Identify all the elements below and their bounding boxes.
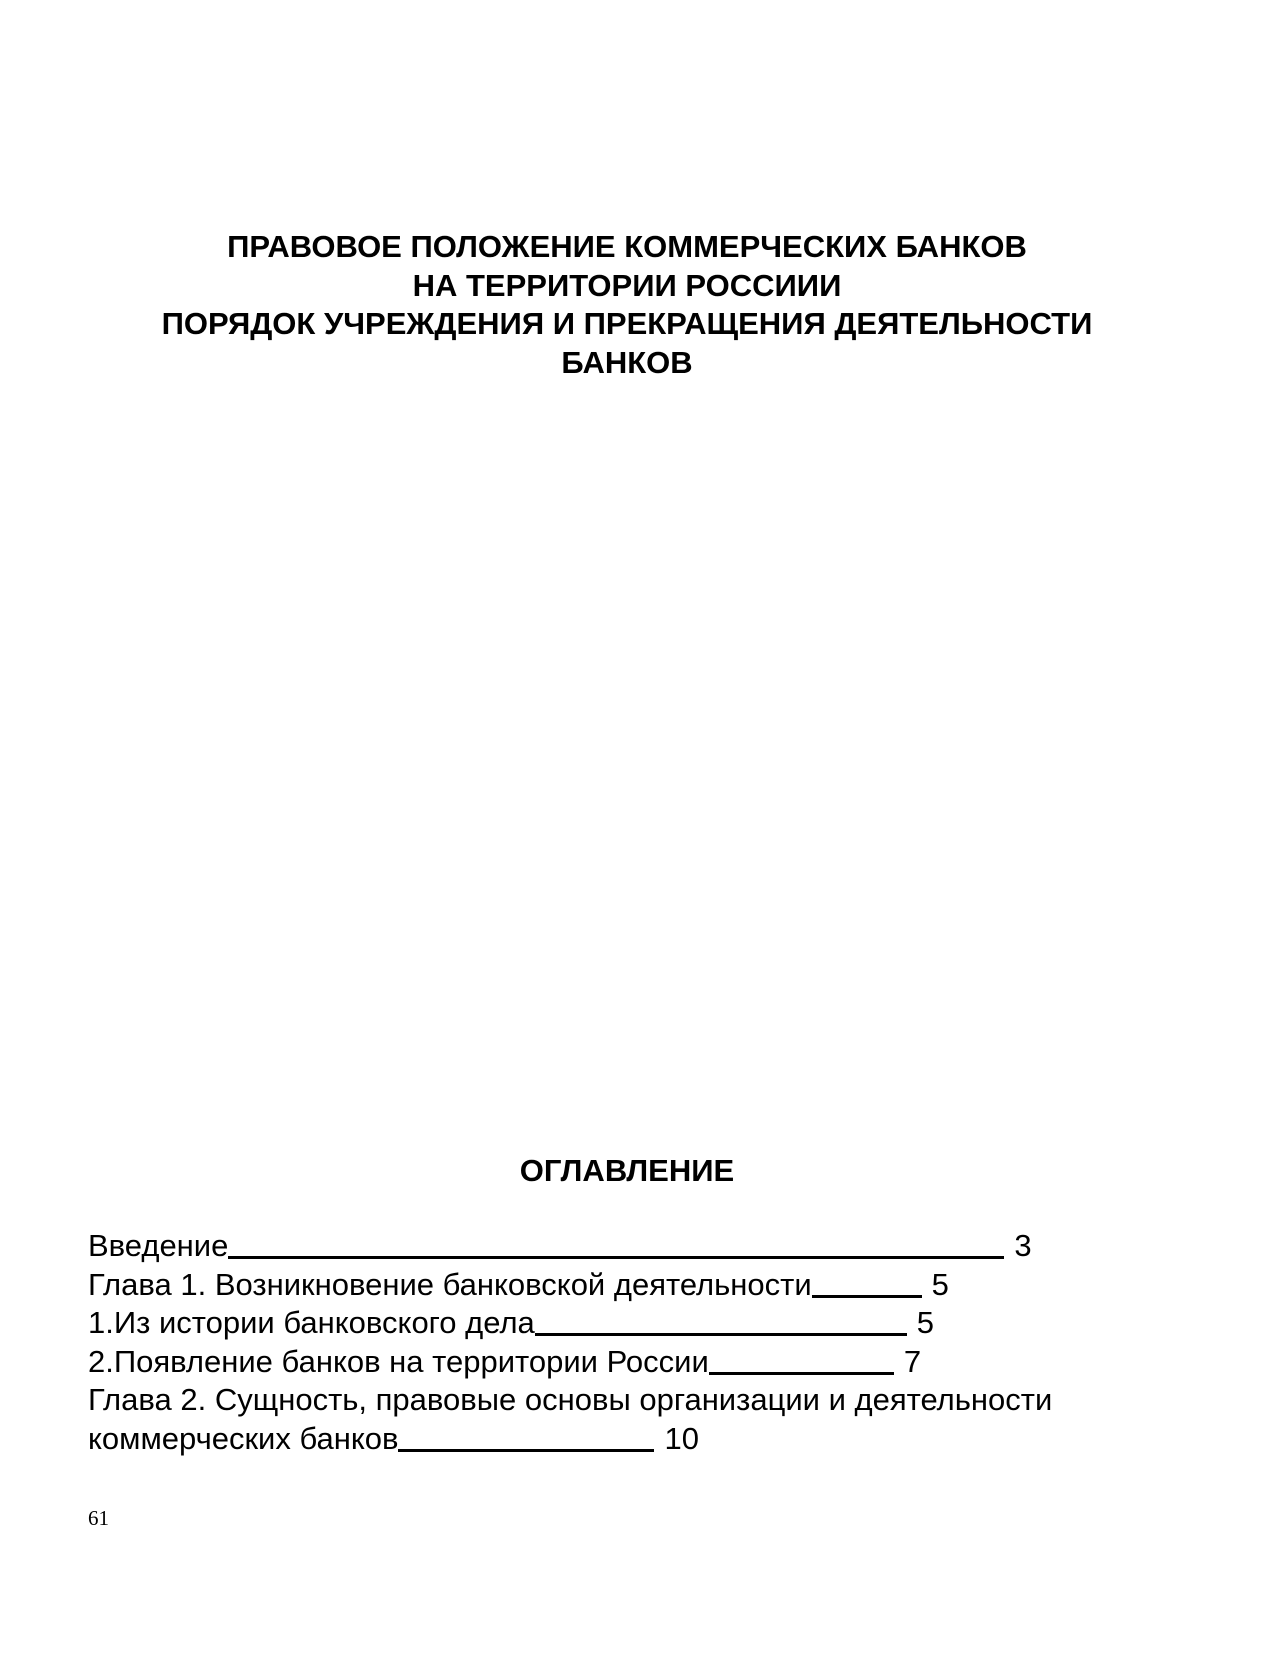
toc-entry-page: 5 (916, 1305, 935, 1340)
toc-leader (709, 1346, 894, 1375)
title-line-3: ПОРЯДОК УЧРЕЖДЕНИЯ И ПРЕКРАЩЕНИЯ ДЕЯТЕЛЬНОСТИ (161, 306, 1093, 341)
toc-leader (398, 1423, 654, 1452)
toc-entry-text: Глава 1. Возникновение банковской деятельности (88, 1266, 812, 1302)
toc-leader (812, 1269, 922, 1298)
toc-entry-text: Глава 2. Сущность, правовые основы организации и деятельности (88, 1382, 1053, 1417)
toc-entry-text: 1.Из истории банковского дела (88, 1305, 535, 1340)
toc-entry-page: 7 (903, 1343, 922, 1379)
title-line-1: ПРАВОВОЕ ПОЛОЖЕНИЕ КОММЕРЧЕСКИХ БАНКОВ (227, 229, 1027, 264)
toc-entry-chapter-2[interactable] (88, 1381, 1188, 1420)
toc-heading: ОГЛАВЛЕНИЕ (519, 1153, 735, 1188)
toc-entry-page: 10 (664, 1420, 699, 1456)
toc-entry-chapter-2-cont[interactable] (88, 1420, 1188, 1459)
document-title (0, 228, 1254, 382)
table-of-contents (88, 1227, 1188, 1458)
toc-entry-introduction[interactable] (88, 1227, 1188, 1266)
toc-entry-page: 3 (1014, 1228, 1032, 1263)
toc-entry-page: 5 (931, 1266, 949, 1302)
toc-entry-text: Введение (88, 1228, 229, 1263)
toc-leader (228, 1230, 1004, 1259)
toc-entry-section-1-2[interactable] (88, 1343, 1188, 1382)
toc-entry-text: 2.Появление банков на территории России (88, 1343, 709, 1379)
toc-entry-section-1-1[interactable] (88, 1304, 1188, 1343)
toc-leader (535, 1307, 907, 1336)
toc-entry-chapter-1[interactable] (88, 1266, 1188, 1305)
toc-entry-text: коммерческих банков (88, 1420, 399, 1456)
title-line-4: БАНКОВ (561, 344, 693, 380)
page-number: 61 (88, 1506, 109, 1530)
title-line-2: НА ТЕРРИТОРИИ РОССИИИ (412, 267, 842, 303)
